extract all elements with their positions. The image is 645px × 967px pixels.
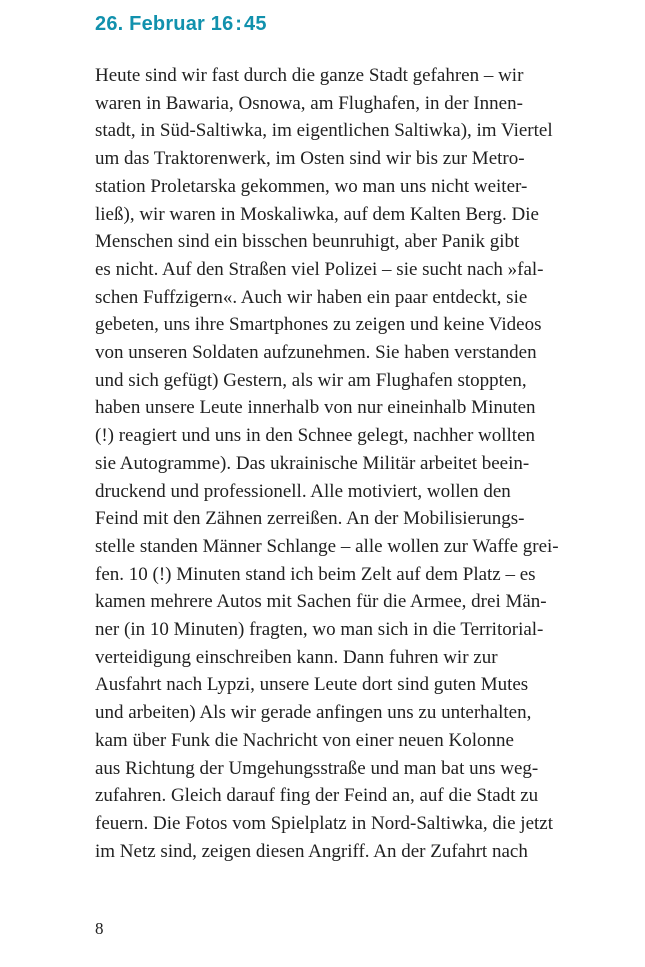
entry-body-line: im Netz sind, zeigen diesen Angriff. An der Zufahrt nach bbox=[95, 840, 528, 862]
entry-body-line: Heute sind wir fast durch die ganze Stadt gefahren – wir bbox=[95, 65, 524, 86]
entry-body-line: (!) reagiert und uns in den Schnee gelegt, nachher wollten bbox=[95, 425, 536, 447]
entry-body-line: fen. 10 (!) Minuten stand ich beim Zelt auf dem Platz – es bbox=[95, 563, 536, 585]
entry-body-line: von unseren Soldaten aufzunehmen. Sie haben verstanden bbox=[95, 342, 537, 364]
entry-body-line: Feind mit den Zähnen zerreißen. An der Mobilisierungs- bbox=[95, 508, 525, 530]
page-number: 8 bbox=[95, 919, 104, 938]
entry-body-line: schen Fuffzigern«. Auch wir haben ein paar entdeckt, sie bbox=[95, 286, 528, 308]
entry-body-line: druckend und professionell. Alle motiviert, wollen den bbox=[95, 480, 511, 502]
entry-body-line: stelle standen Männer Schlange – alle wollen zur Waffe grei- bbox=[95, 535, 559, 557]
entry-body-line: stadt, in Süd-Saltiwka, im eigentlichen Saltiwka), im Viertel bbox=[95, 120, 553, 142]
entry-body-line: kam über Funk die Nachricht von einer neuen Kolonne bbox=[95, 729, 514, 751]
entry-body-line: und sich gefügt) Gestern, als wir am Flughafen stoppten, bbox=[95, 369, 527, 391]
entry-body-line: ließ), wir waren in Moskaliwka, auf dem Kalten Berg. Die bbox=[95, 203, 539, 225]
entry-body-line: und arbeiten) Als wir gerade anfingen uns zu unterhalten, bbox=[95, 702, 532, 724]
entry-body-line: zufahren. Gleich darauf fing der Feind an, auf die Stadt zu bbox=[95, 785, 539, 807]
entry-body-line: Ausfahrt nach Lypzi, unsere Leute dort sind guten Mutes bbox=[95, 674, 529, 696]
entry-body-text bbox=[95, 62, 600, 865]
entry-body-line: waren in Bawaria, Osnowa, am Flughafen, in der Innen- bbox=[95, 92, 523, 114]
entry-body-line: haben unsere Leute innerhalb von nur eineinhalb Minuten bbox=[95, 397, 536, 419]
entry-body-line: aus Richtung der Umgehungsstraße und man bat uns weg- bbox=[95, 757, 539, 779]
entry-body-line: Menschen sind ein bisschen beunruhigt, aber Panik gibt bbox=[95, 231, 520, 253]
entry-body-line: feuern. Die Fotos vom Spielplatz in Nord-Saltiwka, die jetzt bbox=[95, 812, 554, 834]
entry-body-line: um das Traktorenwerk, im Osten sind wir bis zur Metro- bbox=[95, 148, 525, 170]
entry-timestamp-heading: 26. Februar 16 : 45 bbox=[95, 13, 267, 35]
entry-body-line: kamen mehrere Autos mit Sachen für die Armee, drei Män- bbox=[95, 591, 547, 613]
entry-body-line: ner (in 10 Minuten) fragten, wo man sich in die Territorial- bbox=[95, 619, 544, 641]
entry-body-line: verteidigung einschreiben kann. Dann fuhren wir zur bbox=[95, 646, 498, 668]
entry-body-line: sie Autogramme). Das ukrainische Militär arbeitet beein- bbox=[95, 452, 530, 474]
entry-body-line: gebeten, uns ihre Smartphones zu zeigen und keine Videos bbox=[95, 314, 542, 336]
entry-body-line: station Proletarska gekommen, wo man uns nicht weiter- bbox=[95, 175, 528, 197]
entry-body-line: es nicht. Auf den Straßen viel Polizei – sie sucht nach »fal- bbox=[95, 258, 544, 280]
